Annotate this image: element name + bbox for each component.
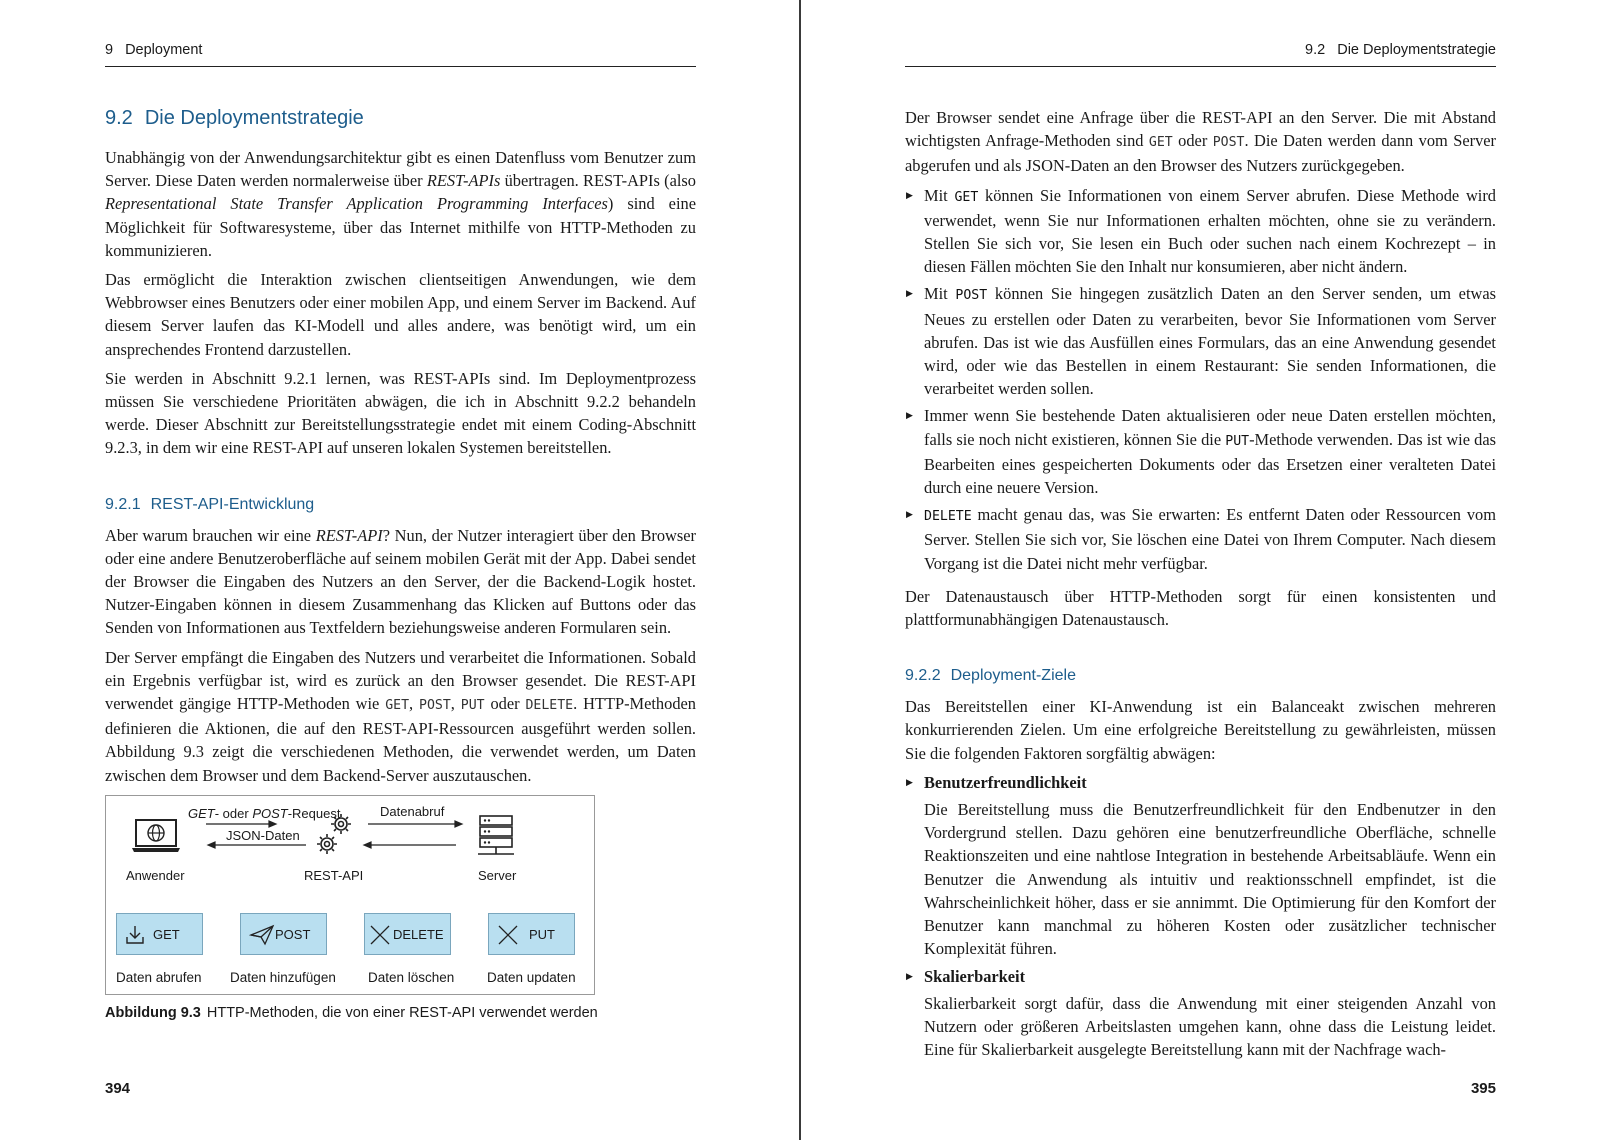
text-run: können Sie Informationen von einem Server abrufen. Diese Methode wird verwendet, wenn Sie nur Informationen erhalten möchten, ohne sie zu verändern. Stellen Sie sich vor, Sie lesen ein Buch oder suchen nach einem Kochrezept – in diesen Fällen möchten Sie den Inhalt nur konsumieren, aber nicht ändern. — [924, 185, 1497, 277]
paragraph-summary: Der Datenaustausch über HTTP-Methoden sorgt für einen konsistenten und plattformunabhängigen Datenaustausch. — [905, 586, 1496, 630]
text-run: , — [450, 694, 461, 714]
fetch-label: Datenabruf — [380, 803, 445, 819]
request-label — [188, 806, 340, 821]
request-label-mid: - oder — [214, 805, 253, 821]
paragraph-overview: Sie werden in Abschnitt 9.2.1 lernen, was REST-APIs sind. Im Deploymentprozess müssen Sie verschiedene Prioritäten abwägen, die ich in Abschnitt 9.2.2 behandeln werde. Dieser Abschnitt zur Bereitstellungsstrategie endet mit einem Coding-Abschnitt 9.2.3, in dem wir eine REST-API auf unseren lokalen Systemen bereitstellen. — [105, 368, 696, 458]
text-run: macht genau das, was Sie erwarten: Es entfernt Daten oder Ressourcen vom Server. Stellen Sie sich vor, Sie löschen eine Datei von Ihrem Computer. Nach diesem Vorgang ist die Datei nicht mehr verfügbar. — [924, 505, 1496, 573]
running-head-section-title: Die Deploymentstrategie — [1337, 42, 1496, 58]
text-run: Unabhängig von der Anwendungsarchitektur gibt es einen Datenfluss vom Benutzer zum Server. Diese Daten werden normalerweise über — [105, 148, 696, 191]
method-label-delete: DELETE — [393, 926, 444, 942]
node-api-label: REST-API — [304, 867, 364, 883]
list-item — [905, 965, 1496, 1062]
list-item — [905, 771, 1496, 961]
text-run: Aber warum brauchen wir eine — [105, 525, 316, 545]
code-post: POST — [1212, 135, 1245, 151]
figure-caption-label: Abbildung 9.3 — [105, 1004, 201, 1021]
text-run: Immer wenn Sie bestehende Daten aktualisieren oder neue Daten erstellen möchten, falls sie noch nicht existieren, können Sie die — [924, 406, 1496, 449]
emphasis-rest-api: REST-API — [315, 525, 383, 545]
paper-plane-icon — [249, 924, 275, 946]
text-run: Der Browser sendet eine Anfrage über die REST-API an den Server. Die mit Abstand wichtigsten Anfrage-Methoden sind — [905, 108, 1496, 151]
method-caption-post: Daten hinzufügen — [230, 969, 336, 985]
method-label-post: POST — [275, 926, 311, 942]
subsection-number: 9.2.1 — [105, 495, 141, 513]
text-run: . Die Daten werden dann vom Server abgerufen und als JSON-Daten an den Browser des Nutzers zurückgegeben. — [905, 131, 1497, 176]
method-box-delete — [364, 913, 451, 955]
left-page-body — [105, 104, 696, 1021]
text-run: Der Server empfängt die Eingaben des Nutzers und verarbeitet die Informationen. Sobald ein Ergebnis verfügbar ist, wird es zurück an den Browser gesendet. Die REST-API verwendet gängige HTTP-Methoden wie — [105, 647, 696, 714]
method-caption-put: Daten updaten — [487, 969, 576, 985]
text-run: . HTTP-Methoden definieren die Aktionen, die auf den REST-API-Ressourcen ausgeführt werden sollen. Abbildung 9.3 zeigt die verschiedenen Methoden, die verwendet werden, um Daten zwischen dem Browser und dem Backend-Server auszutauschen. — [105, 694, 696, 785]
node-user-label: Anwender — [126, 867, 185, 883]
method-box-post — [240, 913, 327, 955]
paragraph-interaction: Das ermöglicht die Interaktion zwischen clientseitigen Anwendungen, wie dem Webbrowser eines Benutzers oder einer mobilen App, und einem Server im Backend. Auf diesem Server laufen das KI-Modell und alles andere, was benötigt wird, um ein ansprechendes Frontend darzustellen. — [105, 270, 696, 359]
method-box-get — [116, 913, 203, 955]
text-run: oder — [484, 694, 526, 714]
goal-text: Skalierbarkeit sorgt dafür, dass die Anwendung mit einer steigenden Anzahl von Nutzern oder größeren Arbeitslasten umgehen kann, ohne dass die Leistung leidet. Eine für Skalierbarkeit ausgelegte Bereitstellung kann mit der Nachfrage wach- — [924, 993, 1496, 1060]
cross-icon — [497, 924, 519, 946]
running-head-right — [905, 42, 1496, 67]
paragraph-why-rest — [105, 524, 696, 640]
paragraph-http-methods — [105, 646, 696, 787]
list-item — [905, 282, 1496, 400]
bullet-triangle-icon: ▶ — [906, 970, 913, 981]
node-server-label: Server — [478, 867, 517, 883]
paragraph-browser-request — [905, 106, 1496, 178]
figure-http-methods — [105, 795, 595, 995]
text-run: ? Nun, der Nutzer interagiert über den Browser oder eine andere Benutzeroberfläche auf seinem mobilen Gerät mit der App. Dabei sendet der Browser die Eingaben des Nutzers an den Server, der die Backend-Logik hostet. Nutzer-Eingaben können in diesem Zusammenhang das Klicken auf Buttons oder das Senden von Informationen aus Textfeldern beziehungsweise anderen Formularen sein. — [105, 525, 697, 638]
bullet-triangle-icon: ▶ — [906, 410, 913, 421]
page-number-right: 395 — [1470, 1080, 1496, 1097]
request-label-post: POST — [252, 805, 288, 821]
figure-caption — [105, 1005, 696, 1021]
text-run: ) sind eine Möglichkeit für Softwaresysteme, über das Internet mithilfe von HTTP-Methoden zu kommunizieren. — [105, 194, 696, 260]
running-head-chapter-title: Deployment — [125, 42, 203, 58]
running-head-left — [105, 42, 696, 67]
text-run: , — [409, 694, 420, 714]
code-put: PUT — [460, 698, 485, 714]
method-caption-get: Daten abrufen — [116, 969, 202, 985]
emphasis-rest-apis: REST-APIs — [426, 171, 501, 191]
code-get: GET — [1148, 135, 1173, 151]
list-item — [905, 404, 1496, 499]
bullet-triangle-icon: ▶ — [906, 189, 913, 200]
request-label-get: GET — [188, 805, 215, 821]
page-number-left: 394 — [105, 1080, 131, 1097]
emphasis-rest-expansion: Representational State Transfer Application Programming Interfaces — [105, 194, 608, 214]
goal-text: Die Bereitstellung muss die Benutzerfreundlichkeit für den Endbenutzer in den Vordergrund stellen. Dazu gehören eine benutzerfreundliche Oberfläche, schnelle Reaktionszeiten und eine nahtlose Integration in bestehende Arbeitsabläufe. Wenn ein Benutzer die Anwendung als intuitiv und reaktionsschnell empfindet, ist die Wahrscheinlichkeit höher, dass er sie annimmt. Die Optimierung für den Komfort der Benutzer kann manchmal zu höheren Kosten oder zusätzlicher technischer Komplexität führen. — [924, 800, 1496, 959]
bullet-triangle-icon: ▶ — [906, 776, 913, 787]
section-heading — [105, 104, 696, 132]
method-label-get: GET — [153, 926, 180, 942]
section-number: 9.2 — [105, 107, 133, 129]
text-run: Mit — [924, 284, 956, 304]
cross-icon — [369, 924, 391, 946]
text-run: übertragen. REST-APIs (also — [500, 171, 696, 191]
code-get: GET — [954, 189, 979, 205]
flow-arrows — [106, 796, 596, 876]
http-method-list — [905, 184, 1496, 575]
code-post: POST — [419, 698, 451, 714]
subsection-heading-9-2-1 — [105, 494, 696, 516]
method-caption-delete: Daten löschen — [368, 969, 455, 985]
list-item — [905, 503, 1496, 575]
response-label: JSON-Daten — [226, 827, 300, 843]
bullet-triangle-icon: ▶ — [906, 288, 913, 299]
method-box-put — [488, 913, 575, 955]
left-page — [105, 0, 696, 1140]
figure-caption-text: HTTP-Methoden, die von einer REST-API verwendet werden — [206, 1004, 598, 1021]
code-put: PUT — [1225, 433, 1250, 449]
method-label-put: PUT — [529, 926, 555, 942]
text-run: -Methode verwenden. Das ist wie das Bearbeiten eines gespeicherten Dokuments oder das Ersetzen einer veralteten Datei durch eine neuere Version. — [924, 429, 1497, 498]
goal-title: Benutzerfreundlichkeit — [924, 772, 1087, 792]
subsection-number: 9.2.2 — [905, 667, 941, 685]
text-run: können Sie hingegen zusätzlich Daten an den Server senden, um etwas Neues zu erstellen oder Daten zu verarbeiten, bevor Sie Informationen vom Server abrufen. Das ist wie das Ausfüllen eines Formulars, das an eine Anwendung gesendet wird, oder wie das Bestellen in einem Restaurant: Sie senden Informationen, die verarbeitet werden sollen. — [924, 284, 1496, 399]
code-post: POST — [955, 288, 988, 304]
text-run: Mit — [924, 185, 955, 205]
download-icon — [125, 924, 145, 946]
code-get: GET — [385, 698, 410, 714]
request-label-end: -Request — [287, 805, 341, 821]
code-delete: DELETE — [525, 698, 574, 714]
paragraph-goals-intro: Das Bereitstellen einer KI-Anwendung ist ein Balanceakt zwischen mehreren konkurrierenden Zielen. Um eine erfolgreiche Bereitstellung zu gewährleisten, müssen Sie die folgenden Faktoren sorgfältig abwägen: — [905, 697, 1496, 763]
running-head-chapter-number: 9 — [105, 42, 114, 58]
subsection-heading-9-2-2 — [905, 665, 1496, 687]
text-run: oder — [1172, 131, 1213, 151]
book-spine — [799, 0, 801, 1140]
section-title: Die Deploymentstrategie — [144, 107, 364, 129]
bullet-triangle-icon: ▶ — [906, 509, 913, 520]
right-page-body — [905, 106, 1496, 1069]
right-page — [905, 0, 1496, 1140]
list-item — [905, 184, 1496, 279]
subsection-title: REST-API-Entwicklung — [150, 495, 315, 513]
code-delete: DELETE — [924, 509, 972, 525]
paragraph-intro — [105, 146, 696, 262]
goal-title: Skalierbarkeit — [924, 966, 1026, 986]
running-head-section-number: 9.2 — [1305, 42, 1326, 58]
deployment-goals-list — [905, 771, 1496, 1061]
subsection-title: Deployment-Ziele — [950, 667, 1076, 685]
